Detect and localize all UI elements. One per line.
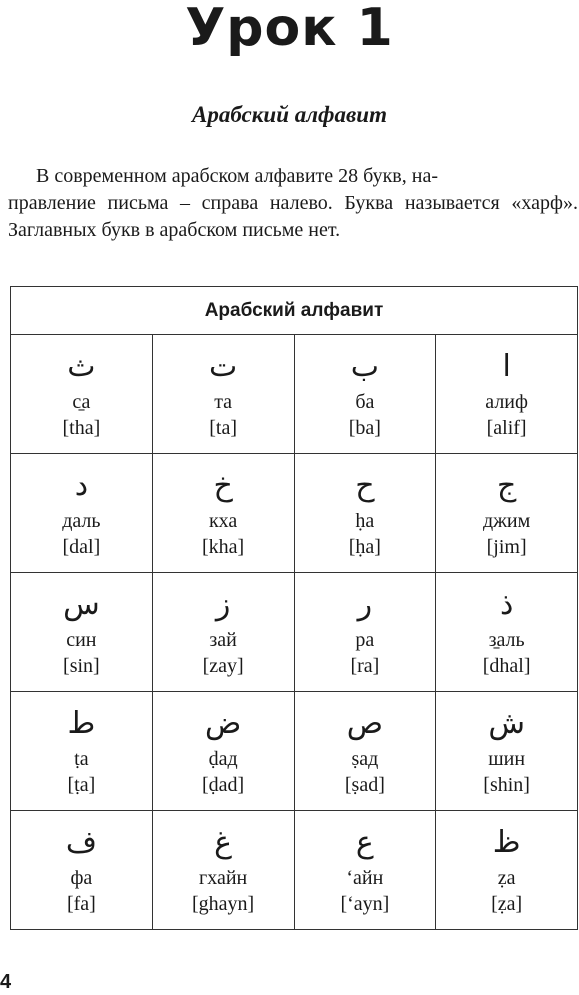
arabic-letter: د: [74, 468, 89, 503]
letter-cell: [152, 573, 294, 692]
letter-name-ru: кха: [208, 510, 238, 532]
letter-cell: [152, 335, 294, 454]
letter-name-ru: ба: [355, 391, 375, 413]
arabic-letter: ر: [357, 587, 373, 622]
lesson-title: Урок 1: [185, 0, 394, 58]
arabic-letter: ظ: [492, 825, 521, 860]
letter-cell: [436, 335, 578, 454]
letter-name-ru: син: [66, 629, 97, 651]
letter-transliteration: [ẓa]: [491, 893, 523, 915]
letter-name-ru: ṭа: [74, 748, 89, 770]
letter-name-ru: шин: [488, 748, 526, 770]
arabic-letter: ا: [502, 349, 511, 384]
letter-cell: [436, 692, 578, 811]
alphabet-row: [11, 692, 578, 811]
letter-transliteration: [sin]: [63, 655, 100, 677]
alphabet-row: [11, 573, 578, 692]
letter-name-ru: зай: [209, 629, 237, 651]
arabic-letter: خ: [213, 468, 233, 503]
letter-transliteration: [dal]: [62, 536, 101, 558]
arabic-letter: ج: [496, 468, 517, 503]
letter-transliteration: [zay]: [202, 655, 244, 677]
arabic-letter: ط: [67, 706, 96, 741]
letter-cell: [11, 692, 153, 811]
letter-name-ru: гхайн: [199, 867, 248, 889]
letter-transliteration: [shin]: [483, 774, 530, 796]
alphabet-row: [11, 335, 578, 454]
letter-name-ru: ḥа: [355, 510, 375, 532]
alphabet-table-body: [11, 335, 578, 930]
letter-name-ru: ṣад: [351, 748, 379, 770]
letter-transliteration: [ghayn]: [192, 893, 255, 915]
letter-transliteration: [tha]: [62, 417, 101, 439]
letter-transliteration: [ḍad]: [202, 774, 245, 796]
arabic-letter: ذ: [499, 587, 514, 622]
letter-name-ru: алиф: [485, 391, 528, 413]
arabic-letter: ع: [355, 825, 374, 860]
arabic-letter: ث: [67, 349, 96, 384]
intro-line-1: В современном арабском алфавите 28 букв, на-: [36, 165, 438, 187]
letter-cell: [11, 811, 153, 930]
letter-cell: [294, 573, 436, 692]
intro-rest: правление письма – справа налево. Буква называется «харф». Заглавных букв в арабском письме нет.: [8, 192, 578, 241]
letter-name-ru: ḍад: [208, 748, 238, 770]
letter-transliteration: [ḥa]: [348, 536, 381, 558]
letter-cell: [152, 454, 294, 573]
letter-name-ru: ‘айн: [346, 867, 384, 889]
letter-cell: [294, 335, 436, 454]
letter-name-ru: ẓа: [497, 867, 516, 889]
arabic-letter: ز: [215, 587, 231, 622]
letter-cell: [436, 454, 578, 573]
letter-transliteration: [ba]: [348, 417, 381, 439]
alphabet-table: [10, 286, 578, 930]
letter-transliteration: [alif]: [486, 417, 527, 439]
letter-transliteration: [jim]: [486, 536, 527, 558]
letter-cell: [294, 454, 436, 573]
letter-transliteration: [ṣad]: [344, 774, 385, 796]
arabic-letter: ص: [346, 706, 384, 741]
alphabet-row: [11, 454, 578, 573]
arabic-letter: س: [63, 587, 100, 622]
arabic-letter: ح: [355, 468, 375, 503]
letter-cell: [11, 335, 153, 454]
alphabet-table-header: Арабский алфавит: [11, 287, 578, 335]
letter-transliteration: [ta]: [209, 417, 237, 439]
arabic-letter: ض: [204, 706, 242, 741]
arabic-letter: ت: [209, 349, 238, 384]
letter-transliteration: [kha]: [202, 536, 245, 558]
letter-name-ru: ра: [355, 629, 375, 651]
letter-name-ru: джим: [482, 510, 531, 532]
letter-transliteration: [dhal]: [482, 655, 531, 677]
letter-cell: [11, 573, 153, 692]
letter-transliteration: [ṭa]: [67, 774, 96, 796]
letter-name-ru: фа: [70, 867, 93, 889]
arabic-letter: ف: [65, 825, 97, 860]
letter-transliteration: [fa]: [66, 893, 96, 915]
letter-name-ru: даль: [62, 510, 101, 532]
page-number: 4: [0, 971, 12, 993]
letter-transliteration: [‘ayn]: [340, 893, 390, 915]
intro-paragraph: [8, 163, 578, 244]
alphabet-row: [11, 811, 578, 930]
letter-name-ru: с̱а: [72, 391, 91, 413]
letter-cell: [294, 692, 436, 811]
letter-name-ru: з̱аль: [488, 629, 525, 651]
letter-cell: [152, 811, 294, 930]
arabic-letter: غ: [214, 825, 233, 860]
arabic-letter: ب: [350, 349, 379, 384]
arabic-letter: ش: [488, 706, 525, 741]
section-title: Арабский алфавит: [192, 102, 387, 127]
letter-cell: [152, 692, 294, 811]
letter-cell: [11, 454, 153, 573]
letter-cell: [436, 573, 578, 692]
letter-transliteration: [ra]: [350, 655, 380, 677]
letter-cell: [294, 811, 436, 930]
letter-cell: [436, 811, 578, 930]
letter-name-ru: та: [214, 391, 233, 413]
